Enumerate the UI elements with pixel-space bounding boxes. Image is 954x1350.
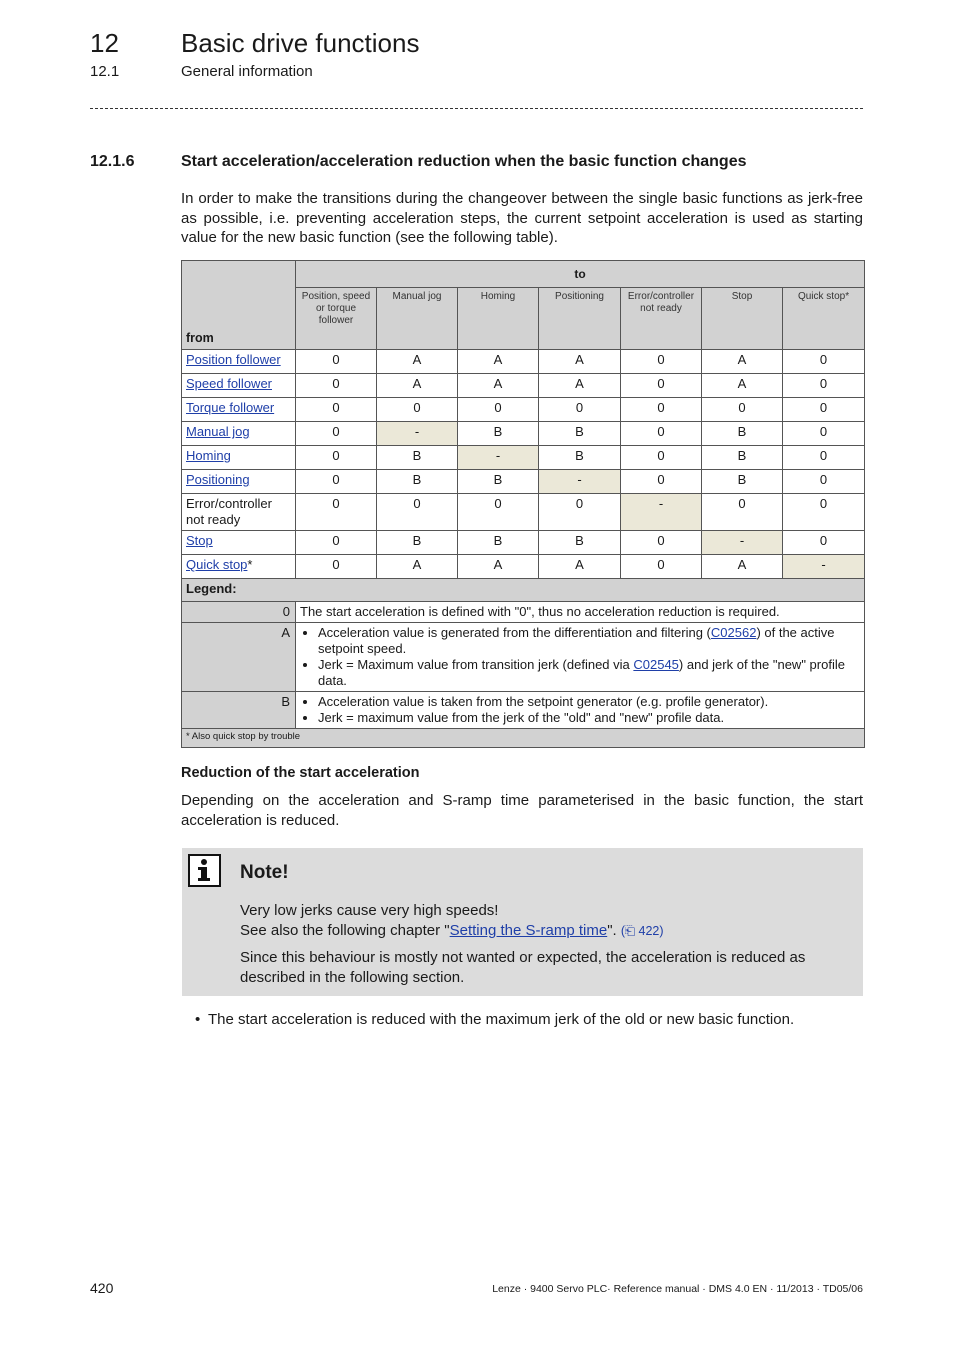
- legend-a1-pre: Acceleration value is generated from the differentiation and filtering (: [318, 625, 711, 640]
- c02545-link[interactable]: C02545: [633, 657, 679, 672]
- table-cell: 0: [296, 494, 377, 531]
- table-cell: 0: [377, 398, 458, 422]
- note-box: [182, 848, 863, 996]
- table-cell: 0: [621, 398, 702, 422]
- table-cell: B: [458, 422, 539, 446]
- legend-a-item: [318, 657, 860, 689]
- table-cell: -: [458, 446, 539, 470]
- note-body: [240, 901, 850, 994]
- table-cell: A: [377, 555, 458, 579]
- row-link[interactable]: Manual jog: [186, 424, 250, 439]
- section-title: General information: [181, 63, 313, 80]
- table-cell: 0: [702, 494, 783, 531]
- table-cell: 0: [458, 398, 539, 422]
- table-cell: A: [539, 374, 621, 398]
- table-cell: B: [539, 446, 621, 470]
- table-cell: -: [377, 422, 458, 446]
- table-cell: 0: [296, 555, 377, 579]
- table-cell: 0: [621, 422, 702, 446]
- table-cell: 0: [783, 374, 865, 398]
- legend-title: Legend:: [182, 579, 865, 602]
- table-cell: 0: [783, 531, 865, 555]
- table-cell: 0: [621, 531, 702, 555]
- table-cell: -: [783, 555, 865, 579]
- row-label: [182, 555, 296, 579]
- info-icon: [188, 854, 221, 887]
- table-cell: B: [702, 446, 783, 470]
- table-row: [182, 398, 865, 422]
- bullet-item: The start acceleration is reduced with the maximum jerk of the old or new basic function.: [208, 1011, 795, 1028]
- subsection-title: Start acceleration/acceleration reduction when the basic function changes: [181, 153, 747, 170]
- section-number: 12.1: [90, 63, 120, 80]
- table-cell: -: [621, 494, 702, 531]
- legend-text-0: The start acceleration is defined with "0", thus no acceleration reduction is required.: [296, 602, 865, 623]
- table-cell: B: [377, 531, 458, 555]
- table-cell: A: [377, 350, 458, 374]
- table-cell: 0: [621, 374, 702, 398]
- table-cell: 0: [621, 350, 702, 374]
- table-cell: 0: [621, 470, 702, 494]
- legend-key-b: B: [182, 692, 296, 729]
- table-cell: 0: [783, 422, 865, 446]
- row-label: [182, 531, 296, 555]
- table-cell: B: [377, 446, 458, 470]
- table-cell: B: [458, 531, 539, 555]
- note-paragraph2: Since this behaviour is mostly not wanted or expected, the acceleration is reduced as described in the following section.: [240, 949, 806, 986]
- row-label: [182, 374, 296, 398]
- table-cell: -: [702, 531, 783, 555]
- table-row: [182, 374, 865, 398]
- row-label: [182, 350, 296, 374]
- table-cell: 0: [621, 446, 702, 470]
- table-cell: 0: [783, 446, 865, 470]
- legend-key-0: 0: [182, 602, 296, 623]
- row-link[interactable]: Stop: [186, 533, 213, 548]
- table-cell: 0: [296, 374, 377, 398]
- table-cell: A: [458, 555, 539, 579]
- table-row: [182, 350, 865, 374]
- table-cell: 0: [783, 398, 865, 422]
- legend-a1-post: ) of the active setpoint speed.: [318, 625, 835, 656]
- note-title: Note!: [240, 862, 289, 883]
- table-cell: B: [539, 531, 621, 555]
- table-footnote: * Also quick stop by trouble: [182, 729, 865, 748]
- legend-text-b: [296, 692, 865, 729]
- bullet-marker: •: [195, 1011, 201, 1028]
- row-link[interactable]: Quick stop: [186, 557, 248, 572]
- page-reference-link[interactable]: (⎗ 422): [620, 923, 664, 938]
- from-header: from: [182, 261, 296, 350]
- page-number: 420: [90, 1280, 114, 1296]
- table-row: [182, 422, 865, 446]
- table-cell: 0: [783, 470, 865, 494]
- row-text: Error/controller not ready: [186, 496, 272, 527]
- table-cell: A: [458, 374, 539, 398]
- table-row: [182, 494, 865, 531]
- table-row: [182, 555, 865, 579]
- header-divider: [90, 108, 863, 109]
- column-header: Homing: [458, 288, 539, 350]
- row-link[interactable]: Torque follower: [186, 400, 275, 415]
- table-cell: A: [539, 555, 621, 579]
- column-header: Position, speed or torque follower: [296, 288, 377, 350]
- table-cell: 0: [783, 350, 865, 374]
- table-cell: A: [539, 350, 621, 374]
- table-cell: -: [539, 470, 621, 494]
- table-cell: 0: [296, 531, 377, 555]
- table-cell: B: [702, 422, 783, 446]
- row-link[interactable]: Homing: [186, 448, 231, 463]
- column-header: Error/controller not ready: [621, 288, 702, 350]
- row-label: [182, 470, 296, 494]
- chapter-number: 12: [90, 28, 119, 58]
- table-cell: 0: [296, 446, 377, 470]
- legend-a2-post: ) and jerk of the "new" profile data.: [318, 657, 845, 688]
- reduction-heading: Reduction of the start acceleration: [181, 765, 420, 781]
- s-ramp-time-link[interactable]: Setting the S-ramp time: [449, 921, 608, 939]
- transition-table: [181, 260, 865, 748]
- row-label: [182, 494, 296, 531]
- column-header: Positioning: [539, 288, 621, 350]
- table-cell: A: [458, 350, 539, 374]
- table-row: [182, 470, 865, 494]
- row-label: [182, 398, 296, 422]
- c02562-link[interactable]: C02562: [710, 625, 757, 640]
- subsection-number: 12.1.6: [90, 153, 135, 170]
- intro-paragraph: In order to make the transitions during the changeover between the single basic functions as jerk-free as possible, i.e. preventing acceleration steps, the current setpoint acceleration is used as starting value for the new basic function (see the following table).: [181, 190, 863, 246]
- footer-doc-info: Lenze · 9400 Servo PLC· Reference manual · DMS 4.0 EN · 11/2013 · TD05/06: [492, 1283, 863, 1295]
- note-line2-post: ".: [607, 921, 621, 939]
- table-cell: 0: [296, 470, 377, 494]
- to-header: to: [296, 261, 865, 288]
- table-cell: 0: [296, 350, 377, 374]
- legend-a2-pre: Jerk = Maximum value from transition jerk (defined via: [318, 657, 634, 672]
- table-cell: A: [702, 350, 783, 374]
- table-cell: 0: [296, 398, 377, 422]
- legend-b1: • Acceleration value is taken from the setpoint generator (e.g. profile generator).: [318, 694, 860, 710]
- row-label: [182, 422, 296, 446]
- table-row: [182, 531, 865, 555]
- reduction-paragraph: Depending on the acceleration and S-ramp time parameterised in the basic function, the start acceleration is reduced.: [181, 792, 863, 829]
- legend-b2: • Jerk = maximum value from the jerk of the "old" and "new" profile data.: [318, 710, 860, 726]
- table-cell: A: [702, 555, 783, 579]
- legend-a-item: [318, 625, 860, 657]
- table-cell: B: [539, 422, 621, 446]
- row-suffix: *: [247, 557, 253, 572]
- note-line2-pre: See also the following chapter ": [240, 921, 450, 939]
- table-cell: B: [458, 470, 539, 494]
- row-label: [182, 446, 296, 470]
- table-cell: B: [377, 470, 458, 494]
- table-cell: 0: [377, 494, 458, 531]
- table-cell: A: [377, 374, 458, 398]
- column-header: Quick stop*: [783, 288, 865, 350]
- table-cell: 0: [621, 555, 702, 579]
- table-cell: 0: [539, 494, 621, 531]
- table-cell: 0: [783, 494, 865, 531]
- table-cell: 0: [539, 398, 621, 422]
- legend-text-a: [296, 623, 865, 692]
- column-header: Manual jog: [377, 288, 458, 350]
- row-link[interactable]: Speed follower: [186, 376, 272, 391]
- row-link[interactable]: Positioning: [186, 472, 250, 487]
- legend-key-a: A: [182, 623, 296, 692]
- table-cell: A: [702, 374, 783, 398]
- table-row: [182, 446, 865, 470]
- row-link[interactable]: Position follower: [186, 352, 281, 367]
- table-cell: 0: [458, 494, 539, 531]
- table-cell: 0: [296, 422, 377, 446]
- table-cell: 0: [702, 398, 783, 422]
- column-header: Stop: [702, 288, 783, 350]
- chapter-title: Basic drive functions: [181, 28, 420, 58]
- note-line1: Very low jerks cause very high speeds!: [240, 902, 499, 919]
- table-cell: B: [702, 470, 783, 494]
